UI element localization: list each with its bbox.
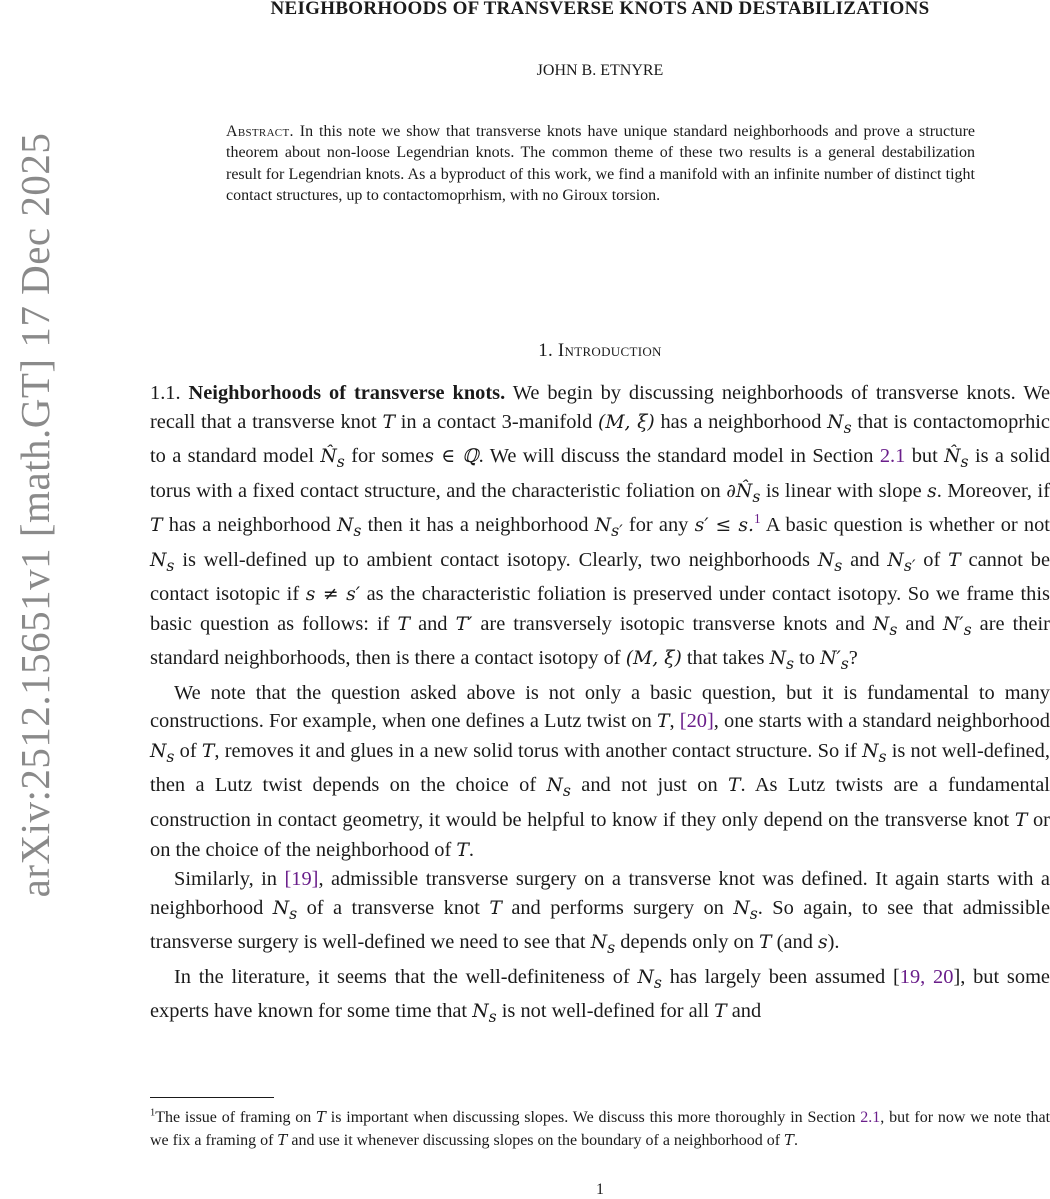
math: $N̂_s$ <box>944 446 969 471</box>
math: $N_s$ <box>862 740 887 766</box>
footnote: $^1$The issue of framing on T is important when discussing slopes. We discuss this more thoroughly in Section 2.1, but for now we note that we fix a framing of T and use it whenever discussing slopes on the boundary of a neighborhood of T. <box>150 1107 1050 1149</box>
text: are their standard neighborhoods, then is there a contact isotopy of <box>150 612 1050 670</box>
math: $\partial N̂_s$ <box>726 480 761 506</box>
arxiv-sidebar-stamp: arXiv:2512.15651v1 [math.GT] 17 Dec 2025 <box>12 132 58 898</box>
footnote-marker-link[interactable]: 1 <box>753 511 761 527</box>
math: (M, ξ) <box>625 648 682 670</box>
text: We note that the question asked above is not only a basic question, but it is fundamental to many constructions. For example, when one defines a Lutz twist on <box>150 681 1050 733</box>
text: for any <box>628 514 689 537</box>
body-text <box>150 379 1050 1032</box>
text: , one starts with a standard neighborhood <box>713 710 1050 733</box>
section-ref-link[interactable]: 2.1 <box>860 1109 881 1126</box>
text: Similarly, in <box>174 868 277 891</box>
text: is a solid torus with a fixed contact structure, and the characteristic foliation on <box>150 445 1050 502</box>
text: is not well-defined, then a Lutz twist depends on the choice of <box>150 739 1050 797</box>
math: $N_s$ <box>637 966 662 992</box>
text: . So again, to see that admissible transverse surgery is well-defined we need to see that <box>150 897 1050 954</box>
text: and <box>418 612 448 635</box>
paper-title: NEIGHBORHOODS OF TRANSVERSE KNOTS AND DESTABILIZATIONS <box>270 0 930 19</box>
text: as the characteristic foliation is preserved under contact isotopy. So we frame this basic question as follows: if <box>150 582 1050 635</box>
text: , but for now we note that we fix a framing of <box>150 1109 1050 1149</box>
text: of a transverse knot <box>306 897 480 919</box>
math: T <box>489 898 502 919</box>
text: . We will discuss the standard model in Section <box>478 445 874 468</box>
section-ref-link[interactable]: 2.1 <box>879 445 906 468</box>
math: T <box>277 1132 288 1149</box>
paragraph-4: In the literature, it seems that the well-definiteness of $N_s$ has largely been assumed [19, 20], but some experts have known for some time that $N_s$ is not well-defined for all T and <box>150 965 1050 1027</box>
math: T <box>759 932 772 954</box>
text: are transversely isotopic transverse knots and <box>480 612 865 635</box>
math: T <box>1014 809 1028 831</box>
math: T <box>456 839 469 861</box>
text: that is contactomoprhic to a standard model <box>150 410 1050 468</box>
paragraph-3 <box>150 865 1050 963</box>
text: or on the choice of the neighborhood of <box>150 808 1050 861</box>
math: $N_s$ <box>150 740 175 766</box>
math: $N_s$ <box>817 549 843 575</box>
text: for some <box>351 445 425 468</box>
math: s ≠ s′ <box>305 583 360 605</box>
footnote-divider <box>150 1097 274 1098</box>
math: $N_s$ <box>336 515 362 540</box>
abstract-text: In this note we show that transverse knots have unique standard neighborhoods and prove a structure theorem about non-loose Legendrian knots. The common theme of these two results is a general destabilization result for Legendrian knots. As a byproduct of this work, we find a manifold with an infinite number of distinct tight contact structures, up to contactomoprhism, with no Giroux torsion. <box>226 123 976 205</box>
text: and <box>850 548 880 571</box>
abstract <box>226 121 975 207</box>
math: T <box>150 515 163 537</box>
math: T <box>714 1001 727 1023</box>
math: s ∈ ℚ <box>424 446 479 468</box>
text: that takes <box>686 647 765 670</box>
math: $N_s$ <box>872 613 898 639</box>
abstract-label: Abstract. <box>226 123 294 140</box>
citation-link[interactable]: 19, <box>899 965 926 988</box>
text: ). <box>827 931 840 954</box>
text: is linear with slope <box>765 479 922 502</box>
page-number: 1 <box>596 1181 604 1198</box>
text: , admissible transverse surgery on a transverse knot was defined. It again starts with a neighborhood <box>150 868 1050 919</box>
text: and <box>905 612 935 635</box>
math: T <box>728 775 741 797</box>
math: $N_s$ <box>733 898 758 923</box>
math: $N'_s$ <box>820 648 849 673</box>
math: $N̂_s$ <box>320 446 345 471</box>
text: cannot be contact isotopic if <box>150 548 1050 605</box>
math: $N_s$ <box>472 1001 497 1027</box>
math: T <box>784 1132 794 1149</box>
math: T <box>382 411 395 433</box>
paragraph-2: We note that the question asked above is not only a basic question, but it is fundamental to many constructions. For example, when one defines a Lutz twist on T, [20], one starts with a standard neighborhood $N_s$ of T, removes it and glues in a new solid torus with another contact structure. So if $N_s$ is not well-defined, then a Lutz twist depends on the choice of $N_s$ and not just on T. As Lutz twists are a fundamental construction in contact geometry, it would be helpful to know if they only depend on the transverse knot T or on the choice of the neighborhood of T. <box>150 681 1050 861</box>
author-name: JOHN B. ETNYRE <box>536 62 664 79</box>
text: is important when discussing slopes. We discuss this more thoroughly in Section <box>330 1109 856 1126</box>
text: We begin by discussing neighborhoods of transverse knots. We recall that a transverse knot <box>150 382 1050 433</box>
math: (M, ξ) <box>598 411 655 433</box>
math: $N_s$ <box>546 775 571 801</box>
section-heading <box>150 340 1050 362</box>
text: , removes it and glues in a new solid torus with another contact structure. So if <box>214 739 857 762</box>
math: T′ <box>455 613 473 635</box>
math: T <box>656 711 670 733</box>
text: of <box>923 548 941 571</box>
math: $N_s$ <box>150 549 175 575</box>
text: . Moreover, if <box>936 479 1050 502</box>
text: has a neighborhood <box>660 410 822 433</box>
subsection-title: Neighborhoods of transverse knots. <box>188 382 506 404</box>
text: A basic question is whether or not <box>765 514 1050 537</box>
math: s′ ≤ s. <box>694 515 754 537</box>
math: s <box>927 480 937 502</box>
math: $N_s$ <box>769 648 794 673</box>
math: $N'_s$ <box>942 613 972 639</box>
text: has a neighborhood <box>168 514 331 537</box>
paragraph-1: 1.1. Neighborhoods of transverse knots. We begin by discussing neighborhoods of transverse knots. We recall that a transverse knot T in a contact 3-manifold (M, ξ) has a neighborhood $N_s$ that is contactomoprhic to a standard model $N̂_s$ for somes ∈ ℚ. We will discuss the standard model in Section 2.1 but $N̂_s$ is a solid torus with a fixed contact structure, and the characteristic foliation on $\partial N̂_s$ is linear with slope s. Moreover, if T has a neighborhood $N_s$ then it has a neighborhood $N_{s'}$ for any s′ ≤ s.$^1$ A basic question is whether or not $N_s$ is well-defined up to ambient contact isotopy. Clearly, two neighborhoods $N_s$ and $N_{s'}$ of T cannot be contact isotopic if s ≠ s′ as the characteristic foliation is preserved under contact isotopy. So we frame this basic question as follows: if T and T′ are transversely isotopic transverse knots and $N_s$ and $N'_s$ are their standard neighborhoods, then is there a contact isotopy of (M, ξ) that takes $N_s$ to $N'_s$? <box>150 382 1050 673</box>
subsection-number: 1.1. <box>150 382 181 404</box>
math: $N_s$ <box>827 411 852 437</box>
citation-link[interactable]: [20] <box>679 710 714 733</box>
text: has largely been assumed [ <box>669 965 900 988</box>
math: T <box>316 1109 326 1126</box>
math: $N_{s'}$ <box>887 549 916 575</box>
math: s <box>818 932 828 954</box>
math: $N_{s'}$ <box>594 515 623 540</box>
math: T <box>397 613 411 635</box>
citation-link[interactable]: [19] <box>284 868 319 891</box>
text: then it has a neighborhood <box>367 514 589 537</box>
text: and performs surgery on <box>511 897 724 919</box>
citation-link[interactable]: 20 <box>933 965 954 988</box>
math: $N_s$ <box>272 898 298 923</box>
text: The issue of framing on <box>155 1109 312 1126</box>
text: (and <box>776 931 813 954</box>
text: In the literature, it seems that the well-definiteness of <box>174 965 630 988</box>
text: in a contact 3-manifold <box>400 410 593 433</box>
math: $N_s$ <box>590 932 616 958</box>
text: depends only on <box>620 931 754 954</box>
text: to <box>799 647 815 670</box>
text: but <box>911 445 938 468</box>
footnote-number: 1 <box>150 1107 156 1119</box>
text: and not just on <box>581 774 718 797</box>
text: is not well-defined for all <box>501 1000 710 1023</box>
section-number: 1. <box>538 340 553 361</box>
text: . As Lutz twists are a fundamental construction in contact geometry, it would be helpful to know if they only depend on the transverse knot <box>150 774 1050 831</box>
section-title: Introduction <box>557 340 662 361</box>
text: is well-defined up to ambient contact isotopy. Clearly, two neighborhoods <box>182 548 810 571</box>
text: of <box>179 739 197 762</box>
text: and use it whenever discussing slopes on the boundary of a neighborhood of <box>291 1132 781 1149</box>
math: T <box>948 549 961 571</box>
math: T <box>201 740 215 762</box>
text: ], but some experts have known for some time that <box>150 965 1050 1023</box>
